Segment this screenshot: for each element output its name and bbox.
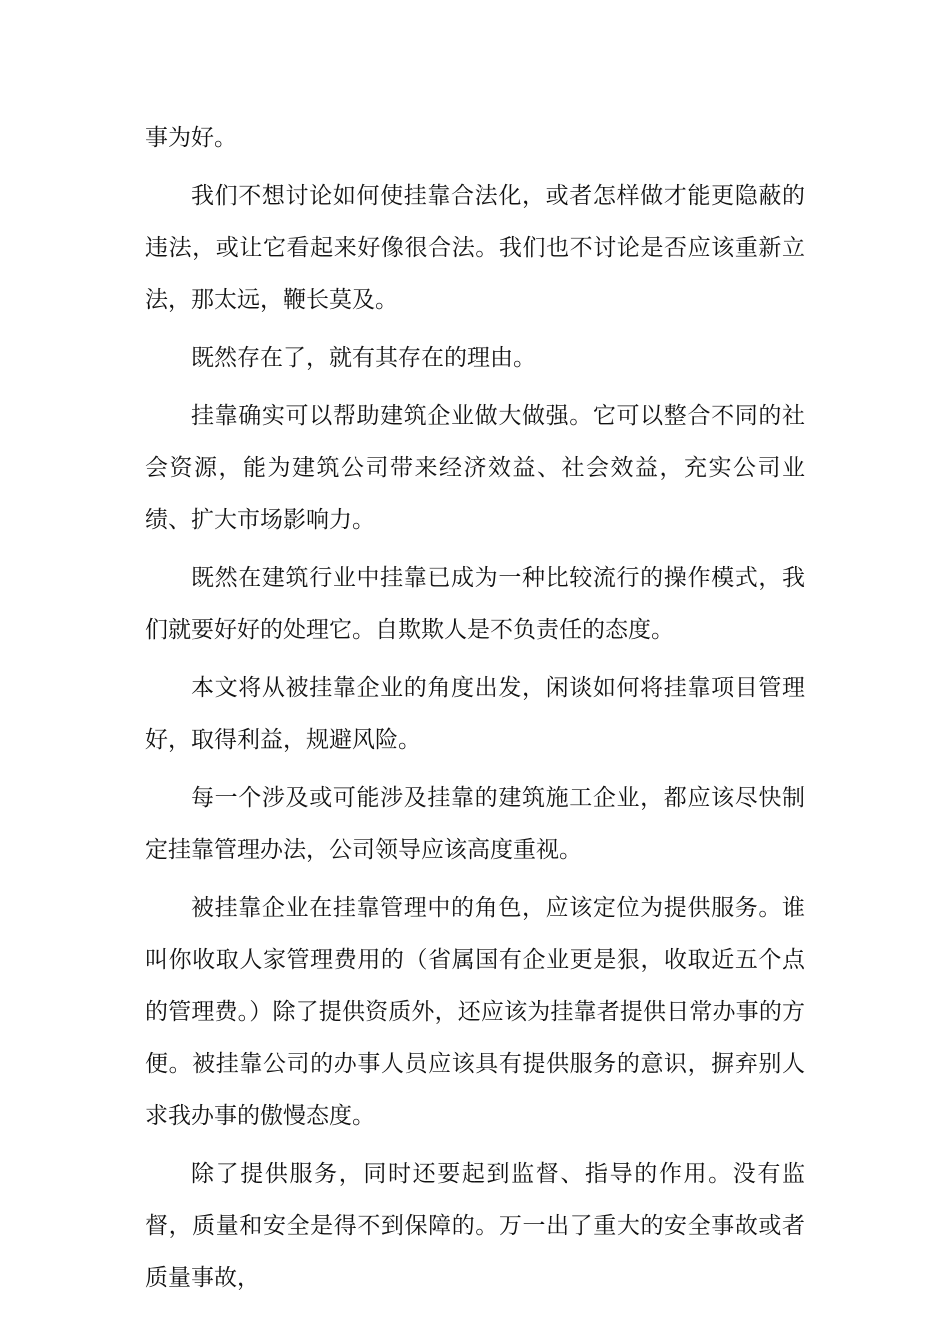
- document-body: [145, 112, 805, 1304]
- paragraph-7: 每一个涉及或可能涉及挂靠的建筑施工企业，都应该尽快制定挂靠管理办法，公司领导应该高度重视。: [145, 785, 805, 863]
- paragraph-3: 既然存在了，就有其存在的理由。: [191, 345, 536, 371]
- paragraph-4: 挂靠确实可以帮助建筑企业做大做强。它可以整合不同的社会资源，能为建筑公司带来经济效益、社会效益，充实公司业绩、扩大市场影响力。: [145, 403, 805, 533]
- paragraph-5: 既然在建筑行业中挂靠已成为一种比较流行的操作模式，我们就要好好的处理它。自欺欺人是不负责任的态度。: [145, 565, 805, 643]
- paragraph-9: 除了提供服务，同时还要起到监督、指导的作用。没有监督，质量和安全是得不到保障的。万一出了重大的安全事故或者质量事故，: [145, 1161, 805, 1291]
- paragraph-2: 我们不想讨论如何使挂靠合法化，或者怎样做才能更隐蔽的违法，或让它看起来好像很合法。我们也不讨论是否应该重新立法，那太远，鞭长莫及。: [145, 183, 805, 313]
- paragraph-8: 被挂靠企业在挂靠管理中的角色，应该定位为提供服务。谁叫你收取人家管理费用的（省属国有企业更是狠，收取近五个点的管理费。）除了提供资质外，还应该为挂靠者提供日常办事的方便。被挂靠公司的办事人员应该具有提供服务的意识，摒弃别人求我办事的傲慢态度。: [145, 895, 805, 1129]
- paragraph-1: 事为好。: [145, 125, 237, 151]
- paragraph-6: 本文将从被挂靠企业的角度出发，闲谈如何将挂靠项目管理好，取得利益，规避风险。: [145, 675, 805, 753]
